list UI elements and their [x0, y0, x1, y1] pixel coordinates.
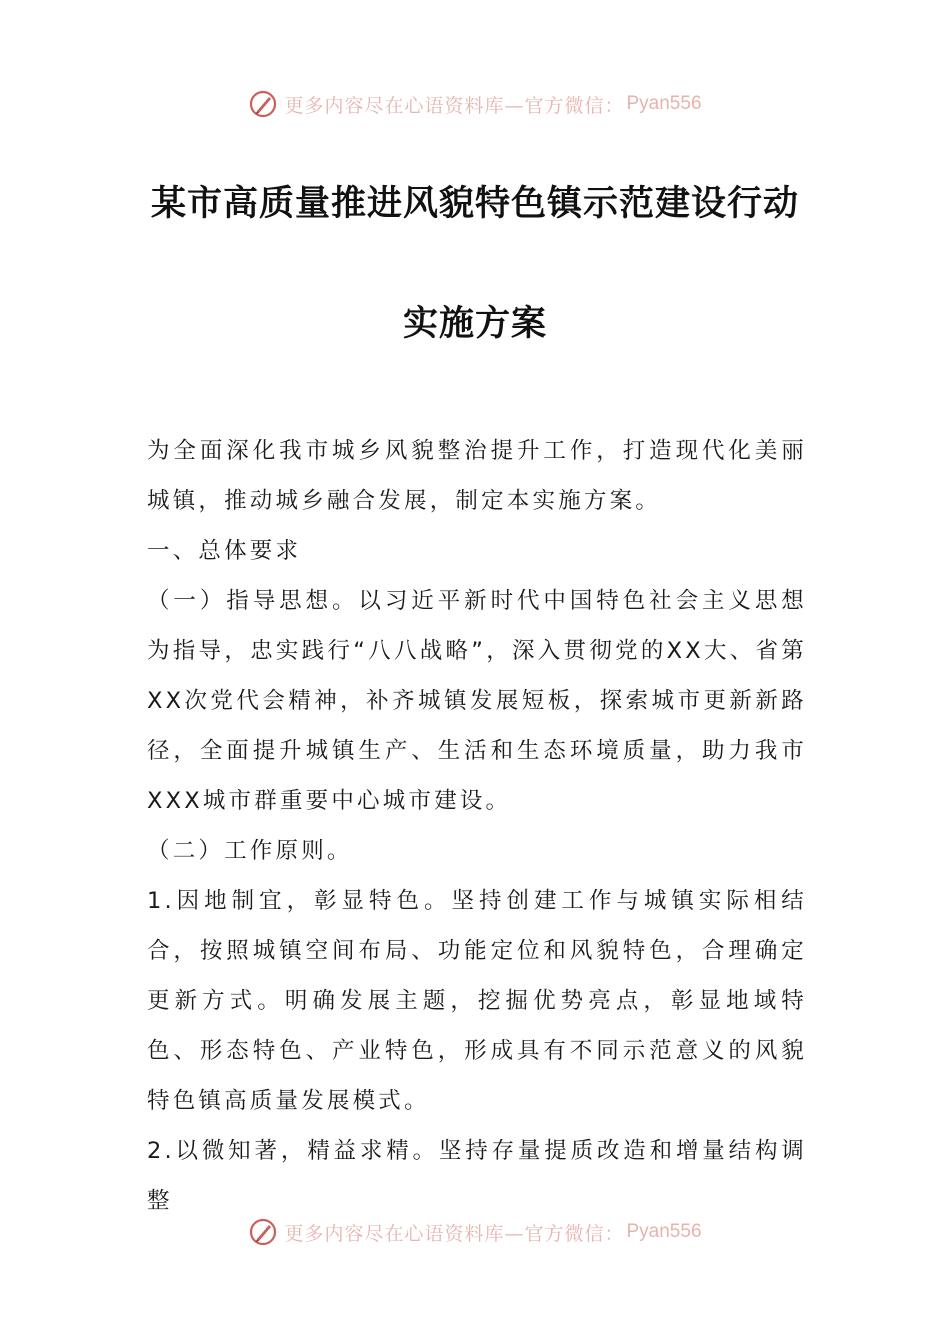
document-body — [147, 426, 807, 1226]
watermark-text: 更多内容尽在心语资料库—官方微信： — [284, 94, 625, 117]
watermark-header — [0, 84, 950, 124]
watermark-footer — [0, 1212, 950, 1252]
paragraph-intro: 为全面深化我市城乡风貌整治提升工作，打造现代化美丽城镇，推动城乡融合发展，制定本实施方案。 — [147, 438, 807, 514]
paragraph-work-principles: （二）工作原则。 — [147, 838, 353, 864]
paragraph-principle-1: 1.因地制宜，彰显特色。坚持创建工作与城镇实际相结合，按照城镇空间布局、功能定位和风貌特色，合理确定更新方式。明确发展主题，挖掘优势亮点，彰显地域特色、形态特色、产业特色，形成具有不同示范意义的风貌特色镇高质量发展模式。 — [147, 888, 807, 1114]
watermark-text: 更多内容尽在心语资料库—官方微信： — [284, 1222, 625, 1245]
document-title-line-1: 某市高质量推进风貌特色镇示范建设行动 — [150, 184, 799, 224]
watermark-wechat-id: Pyan556 — [626, 1221, 702, 1242]
pen-logo-icon — [248, 89, 278, 119]
paragraph-principle-2: 2.以微知著，精益求精。坚持存量提质改造和增量结构调整 — [147, 1138, 807, 1214]
document-title-line-2: 实施方案 — [402, 304, 547, 344]
pen-logo-icon — [248, 1217, 278, 1247]
watermark-wechat-id: Pyan556 — [626, 93, 702, 114]
paragraph-guiding-ideology: （一）指导思想。以习近平新时代中国特色社会主义思想为指导，忠实践行“八八战略”，深入贯彻党的XX大、省第XX次党代会精神，补齐城镇发展短板，探索城市更新新路径，全面提升城镇生产、生活和生态环境质量，助力我市XXX城市群重要中心城市建设。 — [147, 588, 807, 814]
section-heading-overall-requirements: 一、总体要求 — [147, 538, 302, 564]
